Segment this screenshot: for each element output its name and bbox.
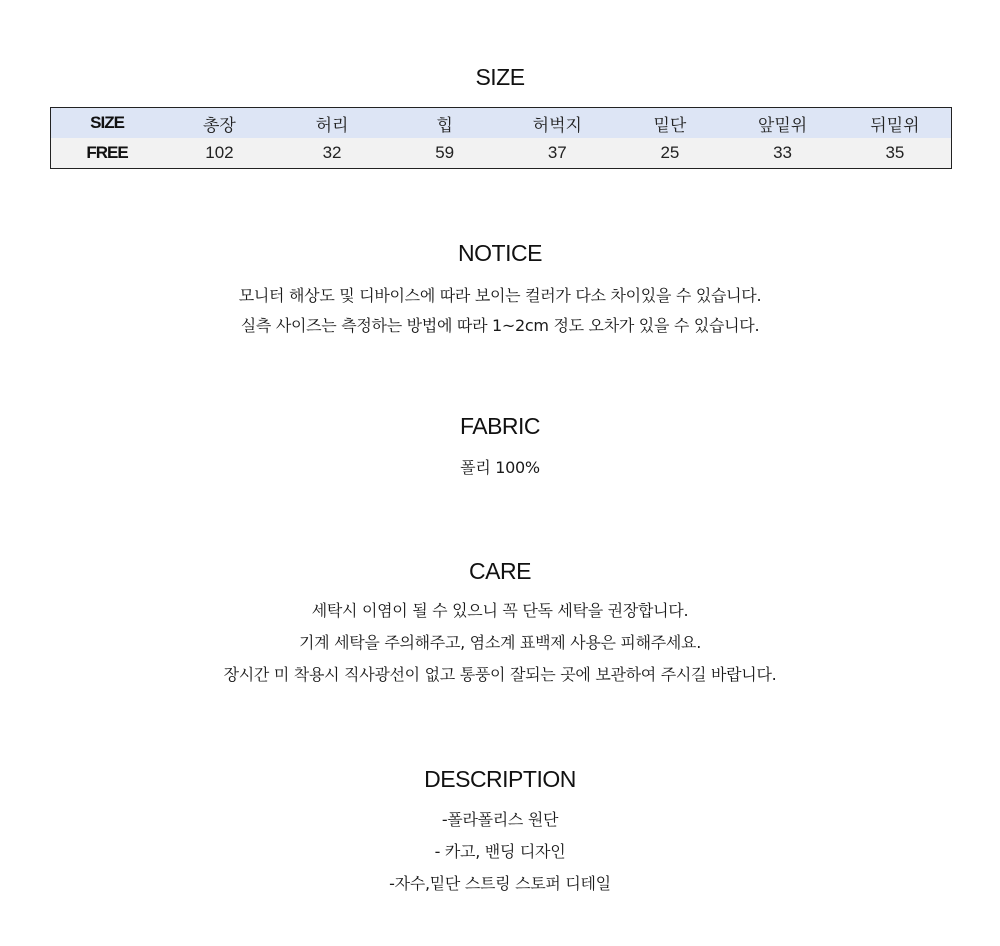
size-cell-hem: 25 [614, 138, 727, 169]
size-title: SIZE [475, 64, 525, 90]
care-line: 기계 세탁을 주의해주고, 염소계 표백제 사용은 피해주세요. [298, 633, 702, 652]
size-cell-waist: 32 [276, 138, 389, 169]
size-header-back-rise: 뒤밑위 [839, 108, 952, 139]
fabric-line: 폴리 100% [460, 458, 540, 477]
size-table-header-row [51, 108, 952, 139]
size-cell-back-rise: 35 [839, 138, 952, 169]
size-cell-hip: 59 [388, 138, 501, 169]
notice-title: NOTICE [458, 240, 542, 266]
size-header-hip: 힙 [388, 108, 501, 139]
size-header-thigh: 허벅지 [501, 108, 614, 139]
notice-line: 모니터 해상도 및 디바이스에 따라 보이는 컬러가 다소 차이있을 수 있습니다. [238, 286, 762, 305]
size-header-waist: 허리 [276, 108, 389, 139]
care-title: CARE [469, 558, 531, 584]
size-header-front-rise: 앞밑위 [726, 108, 839, 139]
care-line: 장시간 미 착용시 직사광선이 없고 통풍이 잘되는 곳에 보관하여 주시길 바랍니다. [223, 665, 777, 684]
description-line: -자수,밑단 스트링 스토퍼 디테일 [389, 874, 611, 893]
fabric-title: FABRIC [459, 413, 541, 439]
size-header-total-length: 총장 [163, 108, 276, 139]
care-line: 세탁시 이염이 될 수 있으니 꼭 단독 세탁을 권장합니다. [311, 601, 689, 620]
size-cell-thigh: 37 [501, 138, 614, 169]
description-line: -폴라폴리스 원단 [441, 810, 559, 829]
size-cell-total-length: 102 [163, 138, 276, 169]
table-row [51, 138, 952, 169]
size-header-label: SIZE [51, 108, 164, 139]
size-header-hem: 밑단 [614, 108, 727, 139]
description-title: DESCRIPTION [424, 766, 576, 792]
size-cell-front-rise: 33 [726, 138, 839, 169]
description-line: - 카고, 밴딩 디자인 [434, 842, 566, 861]
notice-line: 실측 사이즈는 측정하는 방법에 따라 1~2cm 정도 오차가 있을 수 있습니다. [240, 316, 760, 335]
size-table [50, 107, 952, 169]
size-row-label: FREE [51, 138, 164, 169]
